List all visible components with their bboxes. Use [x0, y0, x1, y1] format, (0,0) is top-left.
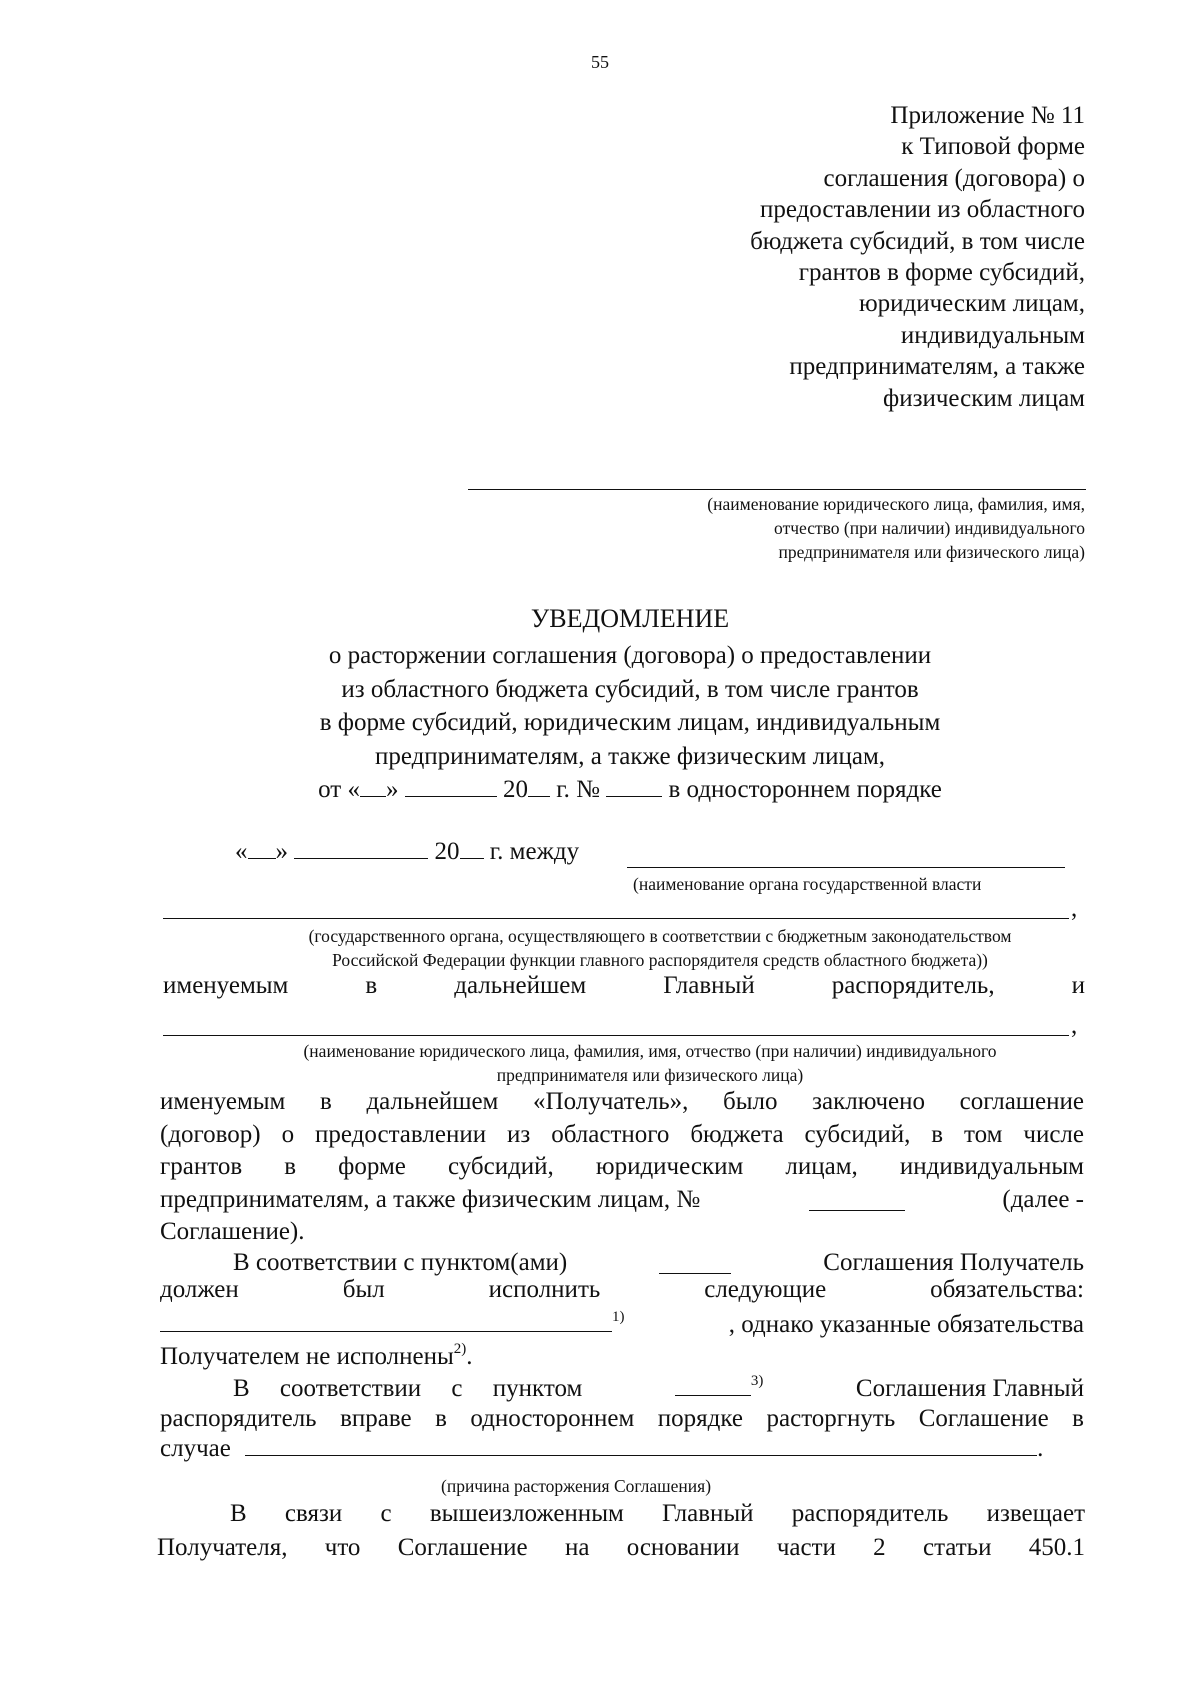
appendix-line: к Типовой форме — [901, 133, 1085, 161]
appendix-line: соглашения (договора) о — [823, 164, 1085, 192]
reason-caption: (причина расторжения Соглашения) — [441, 1476, 712, 1496]
month-blank — [294, 840, 428, 859]
paragraph-termination-right — [160, 1372, 1084, 1463]
paragraph-line: В соответствии с пунктом $^{3)}$ Соглашения Главный — [233, 1372, 1084, 1402]
caption-line: отчество (при наличии) индивидуального — [774, 518, 1085, 538]
day-blank — [360, 778, 386, 797]
subtitle-line: из областного бюджета субсидий, в том числе грантов — [341, 675, 919, 703]
authority-caption-2 — [160, 924, 1160, 972]
notice-subtitle — [0, 639, 1200, 807]
appendix-line: юридическим лицам, — [858, 290, 1085, 318]
agreement-number-blank — [809, 1192, 905, 1211]
notice-title: УВЕДОМЛЕНИЕ — [530, 604, 730, 633]
recipient-blank-line — [163, 1035, 1069, 1036]
footnote-ref: 1) — [612, 1308, 625, 1325]
addressee-blank-line — [468, 489, 1086, 490]
paragraph-line: именуемым в дальнейшем «Получатель», было заключено соглашение — [160, 1088, 1084, 1115]
paragraph-notification — [157, 1497, 1085, 1565]
paragraph-line: Получателя, что Соглашение на основании части 2 статьи 450.1 — [157, 1534, 1085, 1561]
subtitle-date-line: от « » 20 г. № в одностороннем порядке — [318, 776, 942, 803]
paragraph-line: $^{1)}$ , однако указанные обязательства — [160, 1311, 1084, 1339]
addressee-caption — [445, 492, 1085, 564]
subtitle-line: о расторжении соглашения (договора) о предоставлении — [328, 642, 932, 669]
day-blank — [248, 840, 276, 859]
year-blank — [460, 840, 484, 859]
page-number: 55 — [591, 52, 609, 72]
appendix-line: Приложение № 11 — [890, 102, 1085, 129]
authority-caption-1: (наименование органа государственной власти — [633, 874, 982, 894]
appendix-line: предоставлении из областного — [759, 196, 1085, 224]
appendix-line: предпринимателям, а также — [789, 353, 1085, 381]
paragraph-line: грантов в форме субсидий, юридическим лицам, индивидуальным — [160, 1153, 1084, 1180]
caption-line: предпринимателя или физического лица) — [778, 542, 1085, 562]
caption-line: (государственного органа, осуществляющего в соответствии с бюджетным законодательством — [308, 926, 1012, 946]
caption-line: Российской Федерации функции главного распорядителя средств областного бюджета)) — [332, 950, 988, 970]
reason-blank — [245, 1437, 1037, 1456]
paragraph-agreement — [160, 1086, 1084, 1249]
obligations-blank — [160, 1313, 612, 1332]
subtitle-line: предпринимателям, а также физическим лицам, — [374, 742, 886, 770]
footnote-ref: 2) — [453, 1340, 467, 1357]
paragraph-line: предпринимателям, а также физическим лицам, № (далее - — [160, 1185, 1084, 1213]
appendix-line: индивидуальным — [900, 321, 1085, 349]
subtitle-line: в форме субсидий, юридическим лицам, индивидуальным — [319, 709, 941, 736]
recipient-caption — [150, 1039, 1150, 1087]
paragraph-line: распорядитель вправе в одностороннем порядке расторгнуть Соглашение в — [160, 1405, 1084, 1432]
appendix-line: физическим лицам — [883, 384, 1085, 412]
comma: , — [1071, 895, 1078, 922]
footnote-ref: 3) — [750, 1372, 764, 1389]
authority-blank-line-2 — [163, 918, 1069, 919]
appendix-line: грантов в форме субсидий, — [798, 259, 1085, 287]
paragraph-line: Соглашение). — [160, 1218, 305, 1245]
clause-blank — [659, 1255, 731, 1274]
paragraph-line: случае . — [160, 1435, 1044, 1462]
number-blank — [606, 778, 662, 797]
paragraph-line: (договор) о предоставлении из областного бюджета субсидий, в том числе — [160, 1120, 1084, 1148]
caption-line: (наименование юридического лица, фамилия, имя, — [707, 494, 1085, 514]
caption-line: (наименование юридического лица, фамилия, имя, отчество (при наличии) индивидуального — [303, 1041, 997, 1061]
authority-blank-line — [627, 867, 1065, 868]
year-blank — [528, 778, 550, 797]
appendix-block — [525, 100, 1085, 414]
month-blank — [405, 778, 497, 797]
named-main-distributor-line: именуемым в дальнейшем Главный распорядитель, и — [163, 972, 1085, 999]
paragraph-obligations — [160, 1249, 1084, 1371]
date-between-line: « » 20 г. между — [235, 838, 580, 865]
appendix-line: бюджета субсидий, в том числе — [750, 227, 1085, 255]
caption-line: предпринимателя или физического лица) — [496, 1065, 804, 1085]
comma: , — [1071, 1012, 1078, 1039]
paragraph-line: Получателем не исполнены$^{2)}$. — [160, 1340, 473, 1370]
paragraph-line: В связи с вышеизложенным Главный распорядитель извещает — [230, 1500, 1085, 1527]
paragraph-line: должен был исполнить следующие обязательства: — [160, 1276, 1084, 1303]
clause-blank — [675, 1377, 751, 1396]
paragraph-line: В соответствии с пунктом(ами) Соглашения Получатель — [233, 1249, 1084, 1276]
